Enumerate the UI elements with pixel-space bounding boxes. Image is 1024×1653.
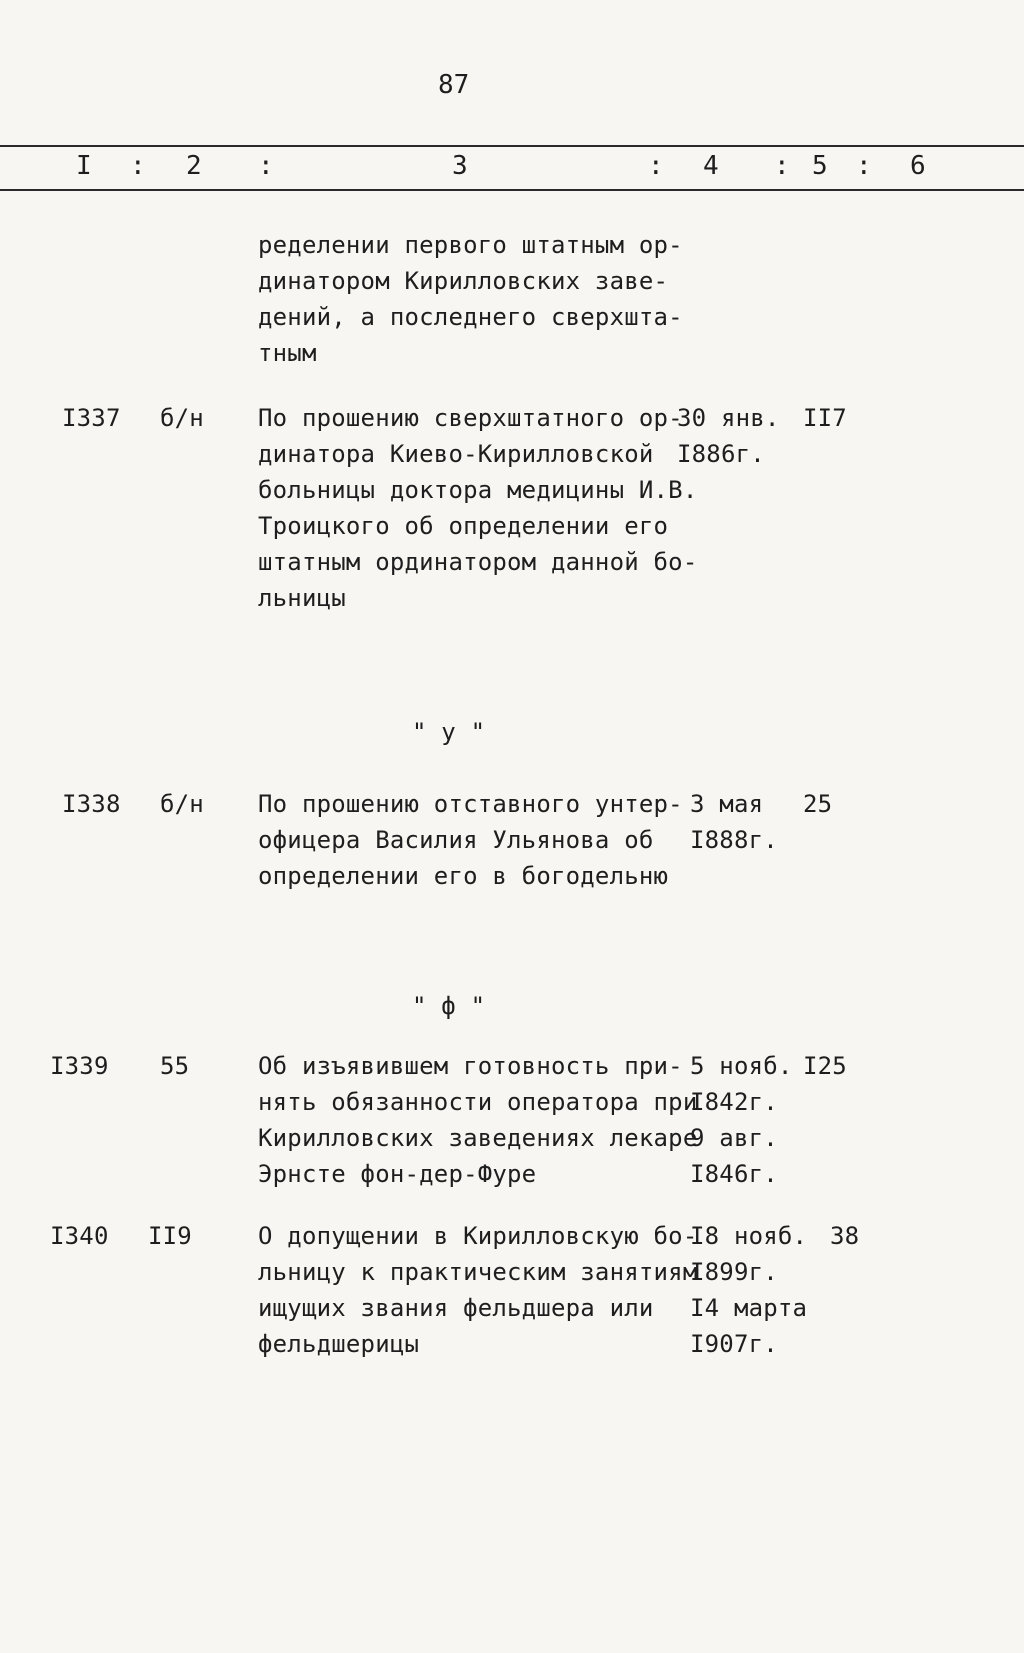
text-line: льницы (258, 584, 346, 612)
column-header-4: 4 (703, 151, 719, 181)
page-number: 87 (438, 70, 470, 100)
column-header-3: 3 (452, 151, 468, 181)
date-line: I888г. (690, 826, 778, 854)
entry-reference: II9 (148, 1222, 192, 1250)
section-letter-f: " ф " (412, 992, 486, 1020)
text-line: штатным ординатором данной бо- (258, 548, 698, 576)
text-line: Об изъявившем готовность при- (258, 1052, 683, 1080)
entry-reference: б/н (160, 790, 204, 818)
text-line: Кирилловских заведениях лекаре (258, 1124, 698, 1152)
date-line: 5 нояб. (690, 1052, 793, 1080)
date-line: I4 марта (690, 1294, 808, 1322)
text-line: ределении первого штатным ор- (258, 231, 683, 259)
text-line: По прошению сверхштатного ор- (258, 404, 683, 432)
date-line: I899г. (690, 1258, 778, 1286)
entry-pages: 25 (803, 790, 833, 818)
header-bottom-rule (0, 189, 1024, 191)
entry-pages: 38 (830, 1222, 860, 1250)
date-line: I886г. (677, 440, 765, 468)
column-separator: : (258, 151, 274, 181)
text-line: фельдшерицы (258, 1330, 420, 1358)
text-line: офицера Василия Ульянова об (258, 826, 654, 854)
entry-pages: II7 (803, 404, 847, 432)
header-top-rule (0, 145, 1024, 147)
text-line: ищущих звания фельдшера или (258, 1294, 654, 1322)
text-line: льницу к практическим занятиям (258, 1258, 698, 1286)
column-separator: : (774, 151, 790, 181)
entry-number: I340 (50, 1222, 109, 1250)
entry-description (258, 1048, 697, 1192)
column-header-1: I (76, 151, 92, 181)
column-header-6: 6 (910, 151, 926, 181)
entry-pages: I25 (803, 1052, 847, 1080)
entry-description (258, 786, 683, 894)
text-line: Троицкого об определении его (258, 512, 669, 540)
entry-description (258, 1218, 697, 1362)
text-line: О допущении в Кирилловскую бо- (258, 1222, 698, 1250)
text-line: динатора Киево-Кирилловской (258, 440, 654, 468)
text-line: По прошению отставного унтер- (258, 790, 683, 818)
text-line: определении его в богодельню (258, 862, 669, 890)
date-line: 9 авг. (690, 1124, 778, 1152)
entry-dates (690, 1218, 807, 1362)
text-line: Эрнсте фон-дер-Фуре (258, 1160, 537, 1188)
date-line: 30 янв. (677, 404, 780, 432)
entry-reference: б/н (160, 404, 204, 432)
text-line: тным (258, 339, 317, 367)
column-separator: : (648, 151, 664, 181)
date-line: I842г. (690, 1088, 778, 1116)
entry-reference: 55 (160, 1052, 190, 1080)
entry-dates (677, 400, 780, 472)
entry-number: I339 (50, 1052, 109, 1080)
continuation-text (258, 227, 683, 371)
date-line: I907г. (690, 1330, 778, 1358)
column-separator: : (856, 151, 872, 181)
text-line: нять обязанности оператора при (258, 1088, 698, 1116)
section-letter-u: " у " (412, 718, 486, 746)
column-header-5: 5 (812, 151, 828, 181)
text-line: больницы доктора медицины И.В. (258, 476, 698, 504)
column-header-2: 2 (186, 151, 202, 181)
entry-number: I338 (62, 790, 121, 818)
text-line: динатором Кирилловских заве- (258, 267, 669, 295)
column-separator: : (130, 151, 146, 181)
entry-dates (690, 786, 778, 858)
entry-description (258, 400, 697, 616)
entry-number: I337 (62, 404, 121, 432)
date-line: I8 нояб. (690, 1222, 808, 1250)
date-line: I846г. (690, 1160, 778, 1188)
entry-dates (690, 1048, 793, 1192)
date-line: 3 мая (690, 790, 764, 818)
text-line: дений, а последнего сверхшта- (258, 303, 683, 331)
